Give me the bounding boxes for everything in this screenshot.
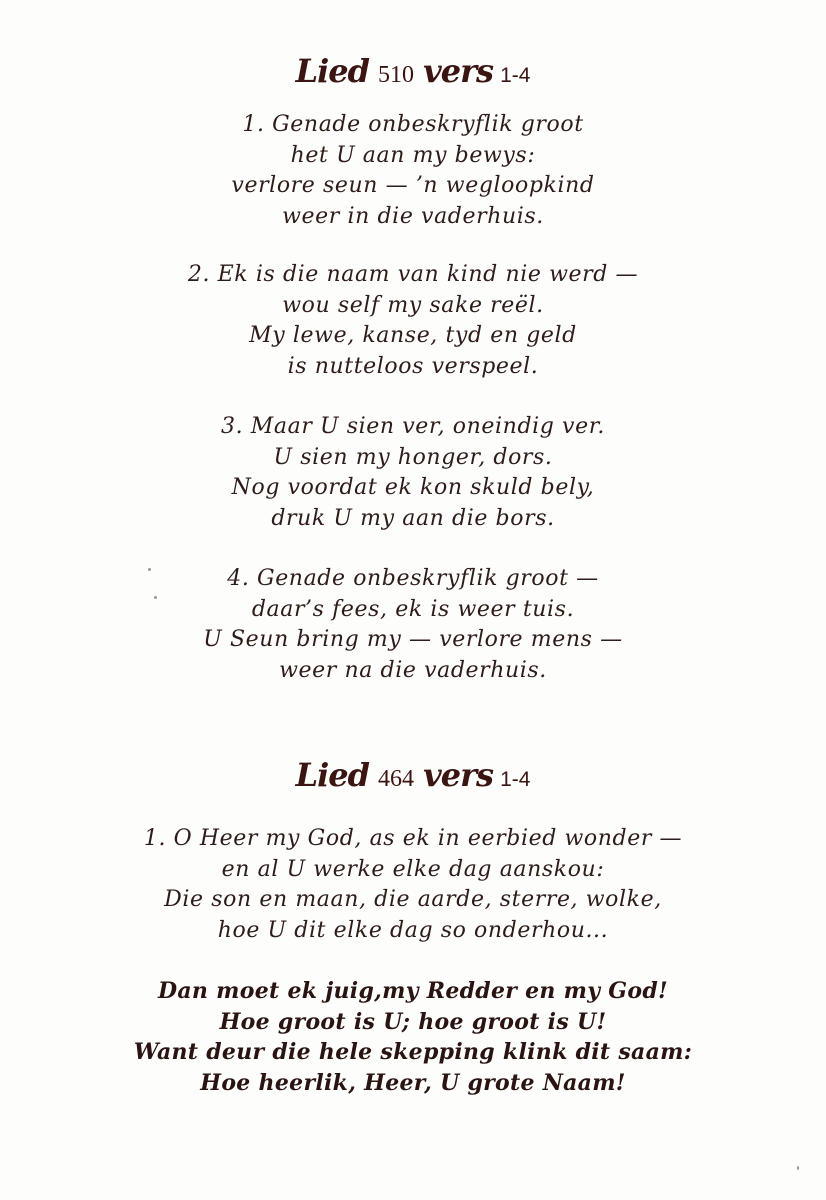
hymn-heading-510 xyxy=(0,52,826,90)
verse-line: 1. O Heer my God, as ek in eerbied wonder — xyxy=(143,826,683,851)
hymn-number: 464 xyxy=(378,766,415,792)
verse-line: 3. Maar U sien ver, oneindig ver. xyxy=(220,414,605,439)
verse-line: druk U my aan die bors. xyxy=(271,505,555,531)
verse-line: is nutteloos verspeel. xyxy=(287,353,539,379)
verse-line: U sien my honger, dors. xyxy=(273,444,553,470)
verse-range: 1-4 xyxy=(500,64,531,87)
heading-word-lied: Lied xyxy=(295,756,369,794)
verse-line: het U aan my bewys: xyxy=(290,142,536,168)
verse-510-3 xyxy=(0,412,826,534)
chorus-line: Want deur die hele skepping klink dit saam: xyxy=(133,1039,693,1065)
verse-line: Die son en maan, die aarde, sterre, wolke, xyxy=(164,887,662,912)
verse-line: verlore seun — ’n wegloopkind xyxy=(231,173,595,198)
chorus-line: Dan moet ek juig,my Redder en my God! xyxy=(158,978,668,1004)
verse-510-1 xyxy=(0,110,826,232)
scan-speck xyxy=(797,1166,799,1170)
verse-line: en al U werke elke dag aanskou: xyxy=(221,856,605,882)
verse-line: hoe U dit elke dag so onderhou... xyxy=(217,917,609,943)
verse-510-4 xyxy=(0,564,826,686)
verse-line: Nog voordat ek kon skuld bely, xyxy=(231,475,595,500)
verse-510-2 xyxy=(0,260,826,382)
verse-range: 1-4 xyxy=(500,768,531,791)
heading-word-lied: Lied xyxy=(295,52,369,90)
verse-line: U Seun bring my — verlore mens — xyxy=(203,627,623,652)
verse-464-1 xyxy=(0,824,826,946)
hymn-number: 510 xyxy=(378,62,415,88)
verse-line: weer na die vaderhuis. xyxy=(279,657,547,683)
verse-line: My lewe, kanse, tyd en geld xyxy=(249,323,577,348)
chorus-line: Hoe heerlik, Heer, U grote Naam! xyxy=(200,1069,626,1096)
chorus-line: Hoe groot is U; hoe groot is U! xyxy=(219,1008,607,1035)
verse-line: 4. Genade onbeskryflik groot — xyxy=(227,566,599,591)
heading-word-vers: vers xyxy=(423,52,493,90)
verse-line: wou self my sake reël. xyxy=(282,292,544,318)
heading-word-vers: vers xyxy=(423,756,493,794)
hymn-heading-464 xyxy=(0,756,826,794)
verse-line: weer in die vaderhuis. xyxy=(282,203,544,229)
chorus-464 xyxy=(0,976,826,1098)
verse-line: 2. Ek is die naam van kind nie werd — xyxy=(187,262,639,287)
scan-speck xyxy=(148,568,151,571)
verse-line: daar’s fees, ek is weer tuis. xyxy=(251,596,575,622)
verse-line: 1. Genade onbeskryflik groot xyxy=(242,112,584,137)
scan-speck xyxy=(154,596,157,599)
